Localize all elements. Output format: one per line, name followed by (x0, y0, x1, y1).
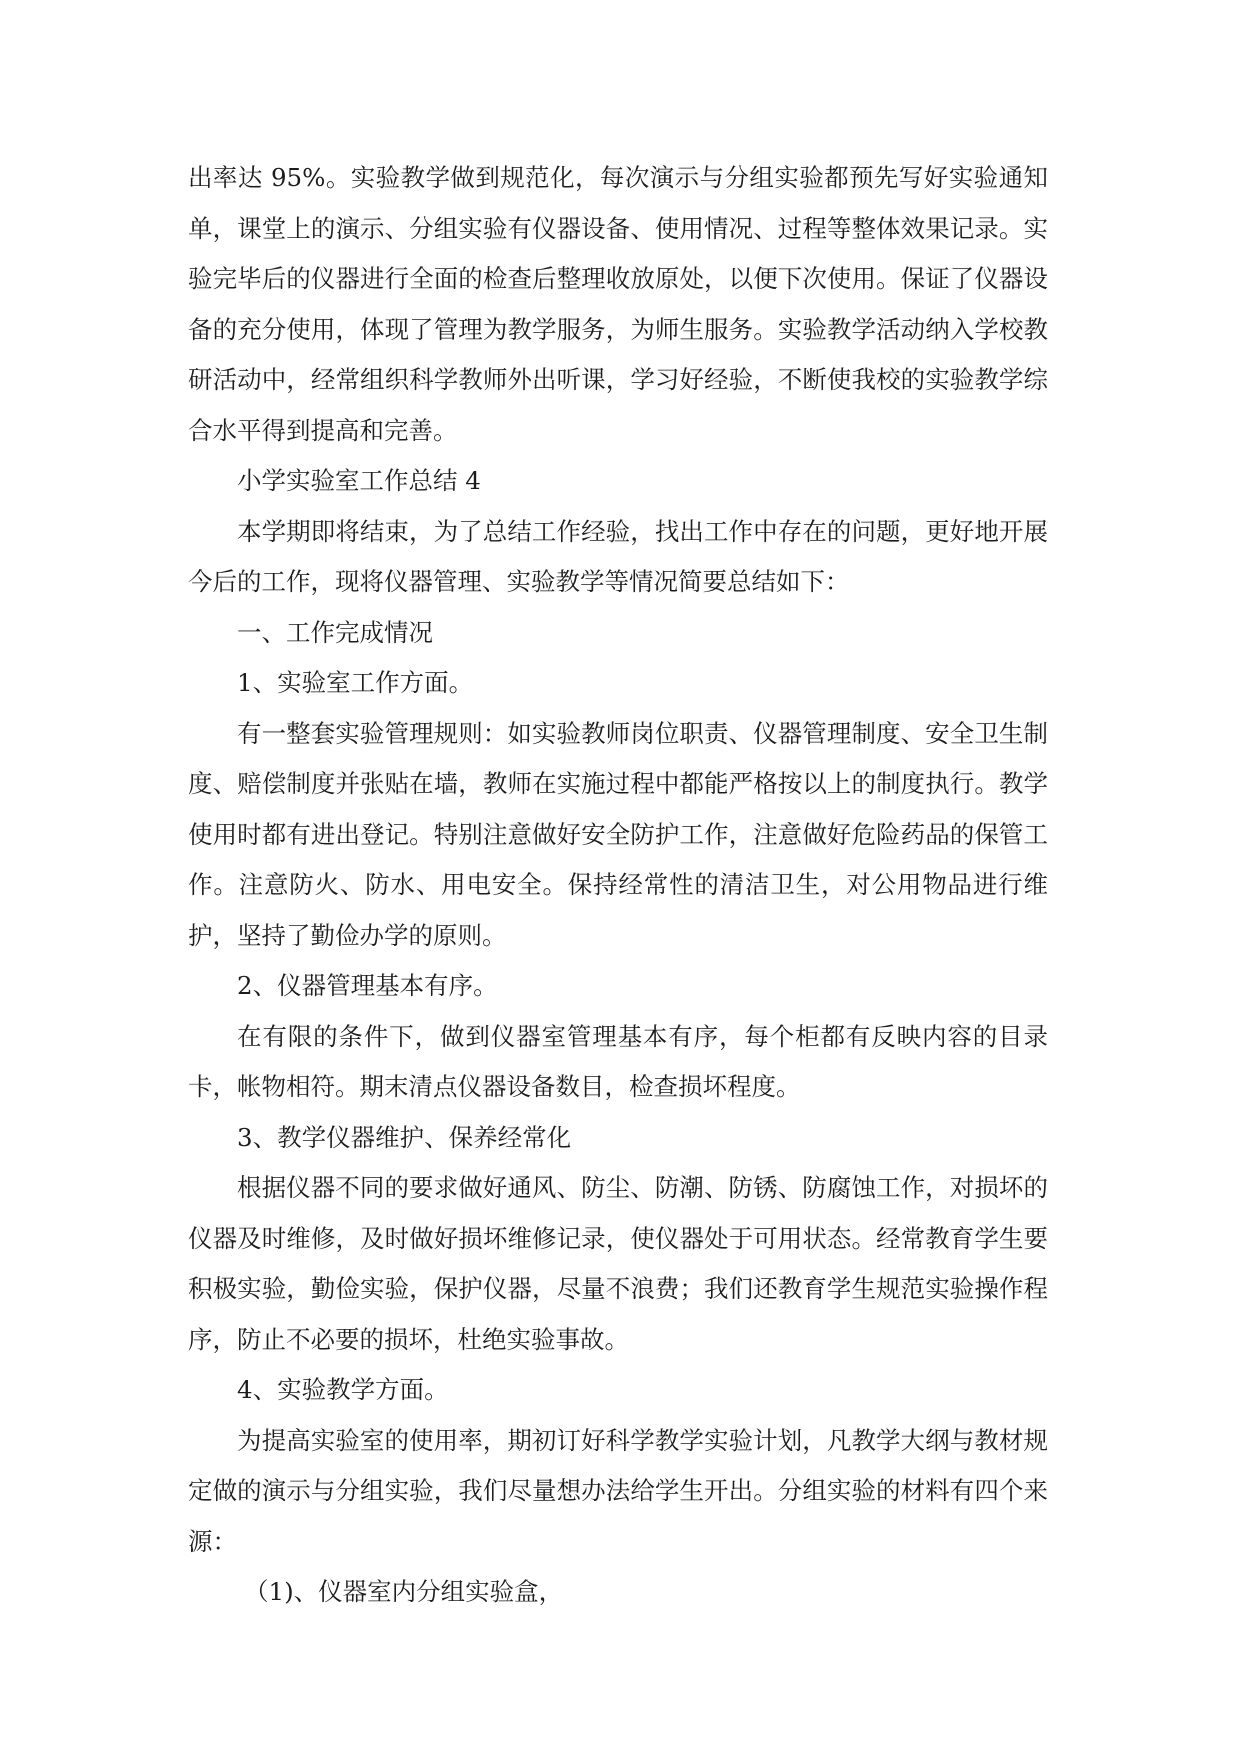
heading-instrument-maintenance: 3、教学仪器维护、保养经常化 (237, 1122, 572, 1152)
paragraph-lab-rules: 有一整套实验管理规则：如实验教师岗位职责、仪器管理制度、安全卫生制度、赔偿制度并张贴在墙，教师在实施过程中都能严格按以上的制度执行。教学使用时都有进出登记。特别注意做好安全防护工作，注意做好危险药品的保管工作。注意防火、防水、用电安全。保持经常性的清洁卫生，对公用物品进行维护，坚持了勤俭办学的原则。 (188, 718, 1048, 950)
heading-experiment-teaching: 4、实验教学方面。 (237, 1375, 449, 1404)
paragraph-intro: 本学期即将结束，为了总结工作经验，找出工作中存在的问题，更好地开展今后的工作，现将仪器管理、实验教学等情况简要总结如下： (188, 516, 1048, 596)
section-title: 小学实验室工作总结 4 (237, 466, 481, 495)
paragraph-experiment-teaching: 为提高实验室的使用率，期初订好科学教学实验计划，凡教学大纲与教材规定做的演示与分组实验，我们尽量想办法给学生开出。分组实验的材料有四个来源： (188, 1425, 1048, 1556)
document-body (188, 153, 1048, 1618)
heading-instrument-management: 2、仪器管理基本有序。 (237, 971, 498, 1000)
heading-lab-work: 1、实验室工作方面。 (237, 668, 474, 697)
heading-work-status: 一、工作完成情况 (237, 617, 433, 647)
paragraph-continuation: 出率达 95%。实验教学做到规范化，每次演示与分组实验都预先写好实验通知单，课堂上的演示、分组实验有仪器设备、使用情况、过程等整体效果记录。实验完毕后的仪器进行全面的检查后整理收放原处，以便下次使用。保证了仪器设备的充分使用，体现了管理为教学服务，为师生服务。实验教学活动纳入学校教研活动中，经常组织科学教师外出听课，学习好经验，不断使我校的实验教学综合水平得到提高和完善。 (188, 163, 1048, 445)
paragraph-instrument-management: 在有限的条件下，做到仪器室管理基本有序，每个柜都有反映内容的目录卡，帐物相符。期末清点仪器设备数目，检查损坏程度。 (188, 1021, 1048, 1101)
paragraph-instrument-maintenance: 根据仪器不同的要求做好通风、防尘、防潮、防锈、防腐蚀工作，对损坏的仪器及时维修，及时做好损坏维修记录，使仪器处于可用状态。经常教育学生要积极实验，勤俭实验，保护仪器，尽量不浪费；我们还教育学生规范实验操作程序，防止不必要的损坏，杜绝实验事故。 (188, 1173, 1048, 1354)
list-item-1: （1)、仪器室内分组实验盒， (244, 1577, 564, 1606)
